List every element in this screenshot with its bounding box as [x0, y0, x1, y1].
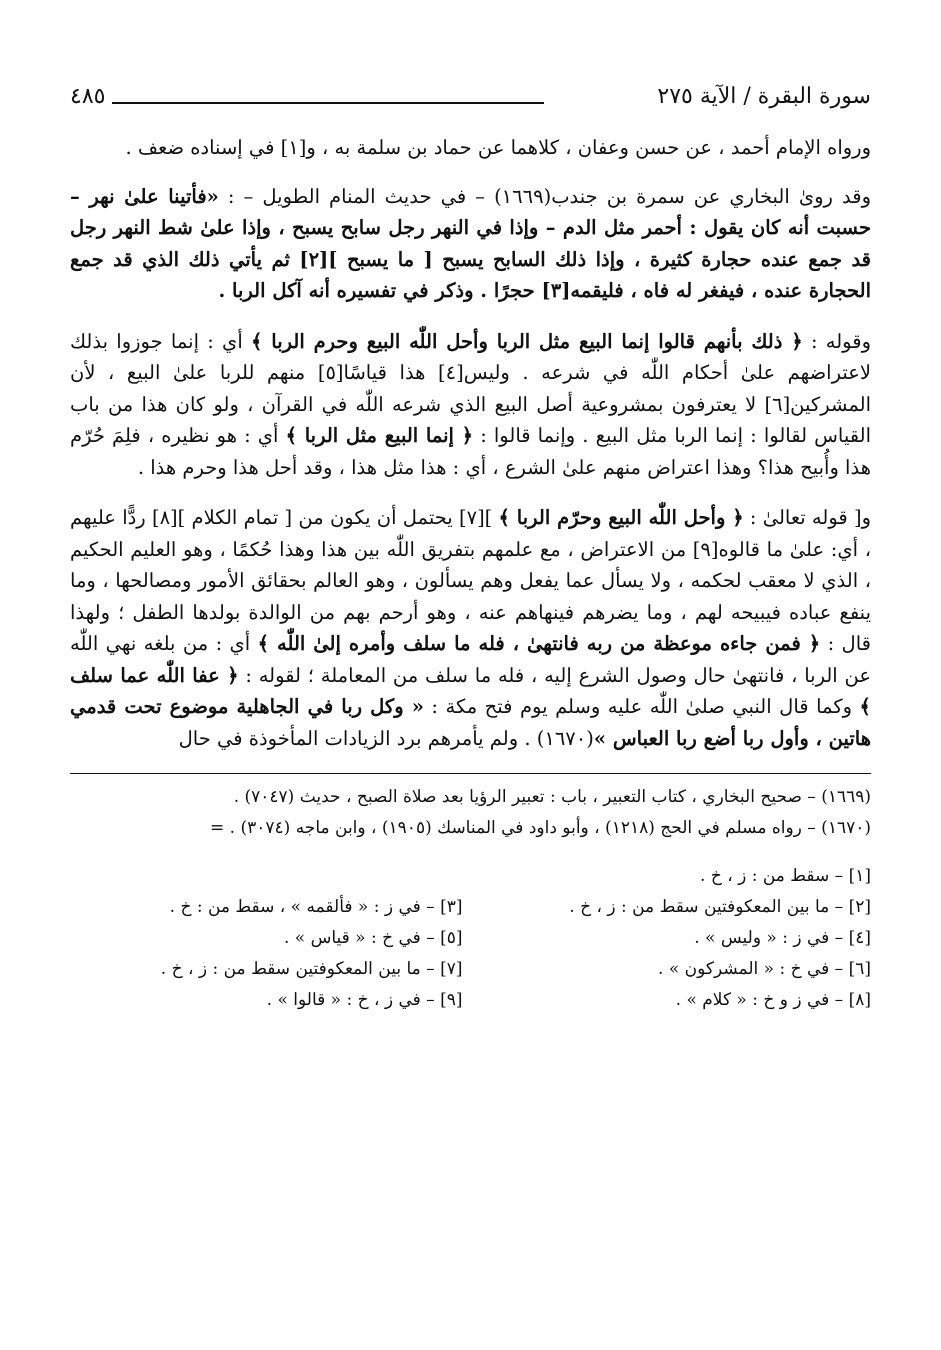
variant-note: [٨] – في ز و خ : « كلام » . [675, 990, 871, 1010]
variant-note: [١] – سقط من : ز ، خ . [700, 866, 871, 886]
emphasized-text: ﴿ وأحل اللّٰه البيع وحرّم الربا ﴾ [498, 506, 744, 529]
body-text: ][٧] يحتمل أن يكون من [ تمام الكلام ][٨] ردًّا عليهم ، أي: علىٰ ما قالوه[٩] من الاعتراض ، مع علمهم بتفريق اللّٰه بين هذا وهذا حُكمًا ، وهو العليم الحكيم ، الذي لا معقب لحكمه ، ولا يسأل عما يفعل وهم يسألون ، وهو العالم بحقائق الأمور ومصالحها ، وما ينفع عباده فيبيحه لهم ، وما يضرهم فينهاهم عنه ، وهو أرحم بهم من الوالدة بولدها الطفل ؛ ولهذا قال : [70, 506, 871, 655]
variant-note: [٩] – في ز ، خ : « قالوا » . [266, 990, 463, 1010]
body-text: و[ قوله تعالىٰ : [743, 506, 871, 529]
variant-note: [٢] – ما بين المعكوفتين سقط من : ز ، خ . [569, 897, 871, 917]
body-text: . ولم يأمرهم برد الزيادات المأخوذة في حال [178, 726, 537, 750]
variant-note: [٥] – في خ : « قياس » . [283, 928, 463, 948]
main-text [70, 132, 871, 754]
variant-note: [٣] – في ز : « فألقمه » ، سقط من : خ . [169, 897, 463, 917]
emphasized-text: ﴿ عفا اللّٰه عما سلف ﴾ [70, 663, 871, 718]
body-text: – في حديث المنام الطويل – : [218, 184, 495, 208]
source-note: (١٦٧٠) – رواه مسلم في الحج (١٢١٨) ، وأبو داود في المناسك (١٩٠٥) ، وابن ماجه (٣٠٧٤) . = [210, 818, 871, 838]
emphasized-text: ﴿ ذلك بأنهم قالوا إنما البيع مثل الربا وأحل اللّٰه البيع وحرم الربا ﴾ [251, 329, 803, 353]
body-text: (١٦٧٠) [536, 726, 594, 750]
header-rule [112, 102, 544, 104]
body-text: وقوله : [802, 329, 871, 353]
body-text: ورواه الإمام أحمد ، عن حسن وعفان ، كلاهما عن حماد بن سلمة به ، و[١] في إسناده ضعف . [125, 136, 871, 159]
emphasized-text: ﴿ فمن جاءه موعظة من ربه فانتهىٰ ، فله ما سلف وأمره إلىٰ اللّٰه ﴾ [257, 632, 821, 655]
paragraph [70, 502, 871, 754]
running-title: سورة البقرة / الآية ٢٧٥ [657, 84, 871, 109]
paragraph [70, 326, 871, 484]
variant-note: [٦] – في خ : « المشركون » . [658, 959, 871, 979]
emphasized-text: ﴿ إنما البيع مثل الربا ﴾ [285, 424, 474, 447]
body-text: (١٦٦٩) [494, 184, 552, 208]
emphasized-text: «فأتينا علىٰ نهر – حسبت أنه كان يقول : أحمر مثل الدم – وإذا في النهر رجل سابح يسبح ، وإذا علىٰ شط النهر رجل قد جمع عنده حجارة كثيرة ، وإذا ذلك السابح يسبح [ ما يسبح ][٢] ثم يأتي ذلك الذي قد جمع الحجارة عنده ، فيفغر له فاه ، فليقمه[٣] حجرًا . وذكر في تفسيره أنه آكل الربا . [70, 184, 872, 302]
page-number: ٤٨٥ [70, 84, 106, 109]
variant-note: [٧] – ما بين المعكوفتين سقط من : ز ، خ . [160, 959, 463, 979]
footnote-divider [70, 773, 871, 774]
body-text: وكما قال النبي صلىٰ اللّٰه عليه وسلم يوم فتح مكة : [423, 695, 860, 718]
source-note: (١٦٦٩) – صحيح البخاري ، كتاب التعبير ، باب : تعبير الرؤيا بعد صلاة الصبح ، حديث (٧٠٤٧) . [233, 787, 871, 807]
paragraph [70, 132, 871, 164]
variant-notes [70, 861, 871, 1016]
source-notes [70, 782, 871, 844]
emphasized-text: « وكل ربا في الجاهلية موضوع تحت قدمي هاتين ، وأول ربا أضع ربا العباس » [70, 695, 871, 750]
variant-note: [٤] – في ز : « وليس » . [694, 928, 871, 948]
body-text: وقد روىٰ البخاري عن سمرة بن جندب [551, 184, 871, 208]
body-text: أي : هو نظيره ، فلِمَ حُرّم هذا وأُبيح هذا؟ وهذا اعتراض منهم علىٰ الشرع ، أي : هذا مثل هذا ، وقد أحل هذا وحرم هذا . [70, 424, 871, 479]
body-text: أي : إنما جوزوا بذلك لاعتراضهم علىٰ أحكام اللّٰه في شرعه . وليس[٤] هذا قياسًا[٥] منهم للربا علىٰ البيع ، لأن المشركين[٦] لا يعترفون بمشروعية أصل البيع الذي شرعه اللّٰه في القرآن ، ولو كان هذا من باب القياس لقالوا : إنما الربا مثل البيع . وإنما قالوا : [70, 329, 871, 447]
page-header [70, 82, 871, 116]
paragraph [70, 181, 871, 307]
variant-note [70, 861, 471, 892]
body-text: أي : من بلغه نهي اللّٰه عن الربا ، فانتهىٰ حال وصول الشرع إليه ، فله ما سلف من المعاملة ؛ لقوله : [70, 632, 871, 687]
